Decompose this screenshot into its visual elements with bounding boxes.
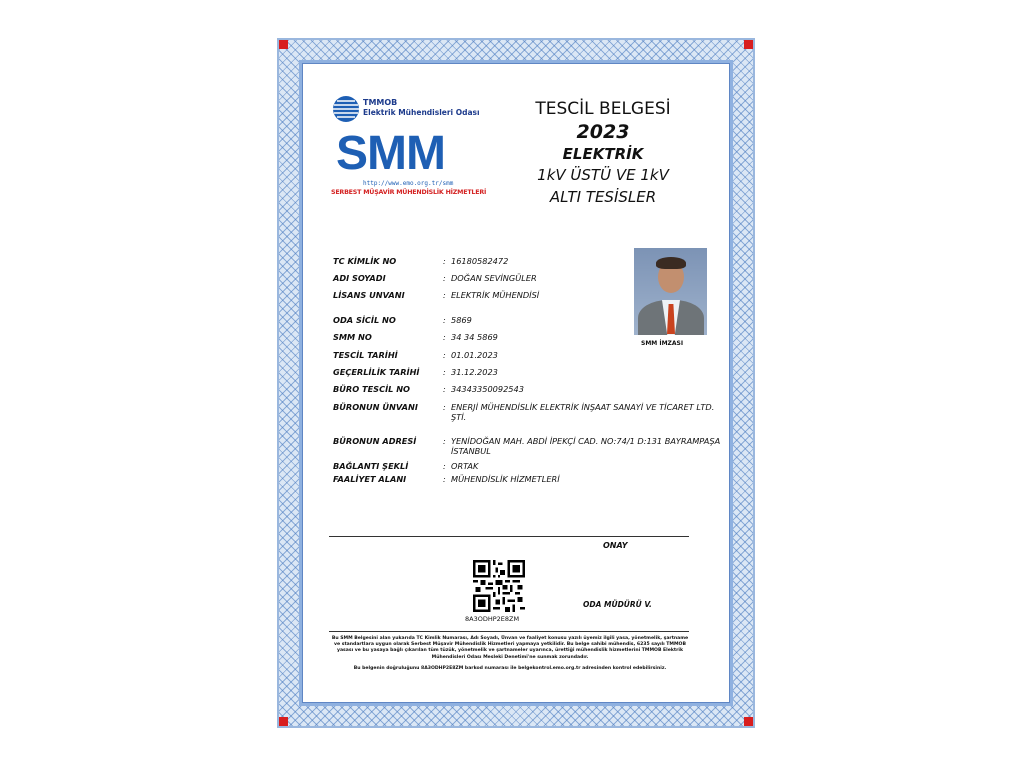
photo-hair [656,257,686,269]
field-colon: : [443,384,446,394]
globe-icon [331,94,361,124]
field-row [333,384,721,394]
field-label: BAĞLANTI ŞEKLİ [333,461,409,471]
field-value: 5869 [451,315,472,325]
field-value: YENİDOĞAN MAH. ABDİ İPEKÇİ CAD. NO:74/1 D:131 BAYRAMPAŞA İSTANBUL [451,436,721,456]
field-value: ELEKTRİK MÜHENDİSİ [451,290,540,300]
divider [329,536,689,537]
certificate-field: ELEKTRİK [562,145,644,163]
field-colon: : [443,461,446,471]
logo-chamber: Elektrik Mühendisleri Odası [363,108,480,117]
corner-mark [279,717,288,726]
certificate-scope-line2: ALTI TESİSLER [549,188,657,206]
field-row [333,474,721,484]
field-row [333,402,721,422]
field-label: LİSANS UNVANI [333,290,405,300]
field-label: TC KİMLİK NO [333,256,397,266]
field-row [333,367,721,377]
field-value: 31.12.2023 [451,367,498,377]
qr-code-text: 8A3ODHP2E8ZM [465,615,520,623]
corner-mark [279,40,288,49]
field-label: TESCİL TARİHİ [333,350,398,360]
field-label: BÜRONUN ADRESİ [333,436,417,446]
field-label: BÜRONUN ÜNVANI [333,402,418,412]
field-colon: : [443,474,446,484]
field-label: ODA SİCİL NO [333,315,396,325]
certificate-paper [302,63,730,703]
field-label: FAALİYET ALANI [333,474,407,484]
field-colon: : [443,367,446,377]
corner-mark [744,717,753,726]
certificate-scope-line1: 1kV ÜSTÜ VE 1kV [537,166,669,184]
manager-label: ODA MÜDÜRÜ V. [583,600,652,609]
field-value: DOĞAN SEVİNGÜLER [451,273,537,283]
field-label: GEÇERLİLİK TARİHİ [333,367,420,377]
corner-mark [744,40,753,49]
certificate-frame [299,60,733,706]
field-row [333,436,721,456]
field-value: ENERJİ MÜHENDİSLİK ELEKTRİK İNŞAAT SANAYİ VE TİCARET LTD. ŞTİ. [451,402,715,422]
divider [329,631,689,632]
field-value: 34343350092543 [451,384,524,394]
qr-code-icon [473,560,525,612]
field-colon: : [443,290,446,300]
field-colon: : [443,256,446,266]
field-colon: : [443,350,446,360]
field-value: ORTAK [451,461,479,471]
field-label: ADI SOYADI [333,273,386,283]
field-row [333,350,721,360]
field-value: MÜHENDİSLİK HİZMETLERİ [451,474,560,484]
logo-org: TMMOB [363,98,398,107]
field-label: SMM NO [333,332,372,342]
logo-brand: SMM [336,127,445,180]
certificate [277,38,755,728]
field-colon: : [443,436,446,446]
certificate-title: TESCİL BELGESİ [535,99,671,119]
certificate-year: 2023 [576,121,630,143]
field-colon: : [443,315,446,325]
field-row [333,461,721,471]
smm-logo [331,94,487,214]
field-label: BÜRO TESCİL NO [333,384,411,394]
holder-photo [634,248,707,335]
field-colon: : [443,402,446,412]
footer-text: Bu SMM Belgesini alan yukarıda TC Kimlik Numarası, Adı Soyadı, Ünvan ve faaliyet konusu yazılı üyemiz ilgili yasa, yönetmelik, şartname ve standartlara uygun olarak Serbest Müşavir Mühendislik Hizmetleri yapmaya yetkilidir. Bu belge sahibi mühendis, 6235 sayılı TMMOB yasası ve bu yasaya bağlı çıkarılan tüm tüzük, yönetmelik ve şartnameler uyarınca, ürettiği mühendislik hizmetlerini TMMOB Elektrik Mühendisleri Odası Mesleki Denetimi'ne sunmak zorundadır. [331,636,689,660]
signature-caption: SMM İMZASI [641,340,684,347]
logo-url: http://www.emo.org.tr/smm [363,180,454,187]
field-value: 34 34 5869 [451,332,498,342]
field-colon: : [443,332,446,342]
approval-label: ONAY [603,541,628,550]
field-colon: : [443,273,446,283]
field-value: 16180582472 [451,256,509,266]
field-value: 01.01.2023 [451,350,498,360]
footer-verify: Bu belgenin doğruluğunu 8A3ODHP2E8ZM barkod numarası ile belgekontrol.emo.org.tr adresinden kontrol edebilirsiniz. [353,666,667,671]
certificate-header [488,98,718,208]
logo-subtitle: SERBEST MÜŞAVİR MÜHENDİSLİK HİZMETLERİ [331,189,487,196]
